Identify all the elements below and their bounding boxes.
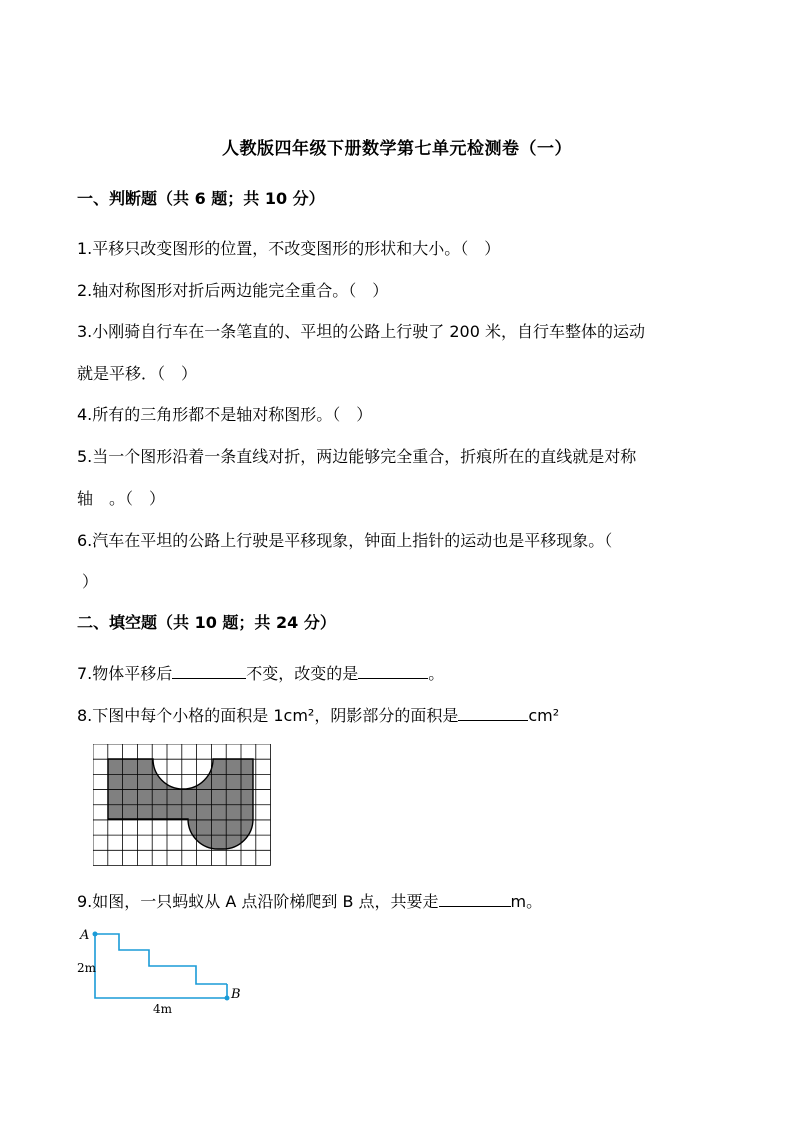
question-5-line2: 轴 。（ ） — [77, 489, 166, 508]
label-height: 2m — [77, 961, 97, 975]
page-title: 人教版四年级下册数学第七单元检测卷（一） — [222, 139, 572, 159]
question-8 — [77, 703, 559, 726]
question-2: 2.轴对称图形对折后两边能完全重合。（ ） — [77, 281, 389, 300]
question-9-text-b: m。 — [510, 892, 543, 911]
answer-blank[interactable] — [172, 664, 246, 679]
point-b — [225, 996, 230, 1001]
question-7 — [77, 661, 444, 684]
section-1-heading: 一、判断题（共 6 题；共 10 分） — [77, 189, 325, 208]
answer-blank[interactable] — [458, 706, 528, 721]
question-7-text-c: 。 — [428, 664, 445, 683]
question-6-line1: 6.汽车在平坦的公路上行驶是平移现象，钟面上指针的运动也是平移现象。（ — [77, 531, 613, 550]
point-a — [93, 932, 98, 937]
question-1: 1.平移只改变图形的位置，不改变图形的形状和大小。（ ） — [77, 239, 501, 258]
answer-blank[interactable] — [439, 892, 511, 907]
label-width: 4m — [153, 1002, 173, 1016]
question-8-text-b: cm² — [528, 706, 560, 725]
question-3-line2: 就是平移．（ ） — [77, 364, 198, 383]
question-4: 4.所有的三角形都不是轴对称图形。（ ） — [77, 405, 373, 424]
stairs-figure — [76, 924, 256, 1024]
stairs-lines — [95, 934, 227, 998]
section-2-heading: 二、填空题（共 10 题；共 24 分） — [77, 613, 336, 632]
answer-blank[interactable] — [358, 664, 428, 679]
question-8-text-a: 8.下图中每个小格的面积是 1cm²，阴影部分的面积是 — [77, 706, 459, 725]
question-9 — [77, 889, 542, 912]
question-3-line1: 3.小刚骑自行车在一条笔直的、平坦的公路上行驶了 200 米，自行车整体的运动 — [77, 322, 645, 341]
question-7-text-b: 不变，改变的是 — [246, 664, 359, 683]
question-9-text-a: 9.如图，一只蚂蚁从 A 点沿阶梯爬到 B 点，共要走 — [77, 892, 439, 911]
label-a: A — [80, 928, 90, 943]
label-b: B — [231, 987, 241, 1002]
question-7-text-a: 7.物体平移后 — [77, 664, 173, 683]
question-5-line1: 5.当一个图形沿着一条直线对折，两边能够完全重合，折痕所在的直线就是对称 — [77, 447, 637, 466]
grid-shading-figure — [93, 744, 271, 866]
question-6-line2: ） — [82, 572, 99, 591]
